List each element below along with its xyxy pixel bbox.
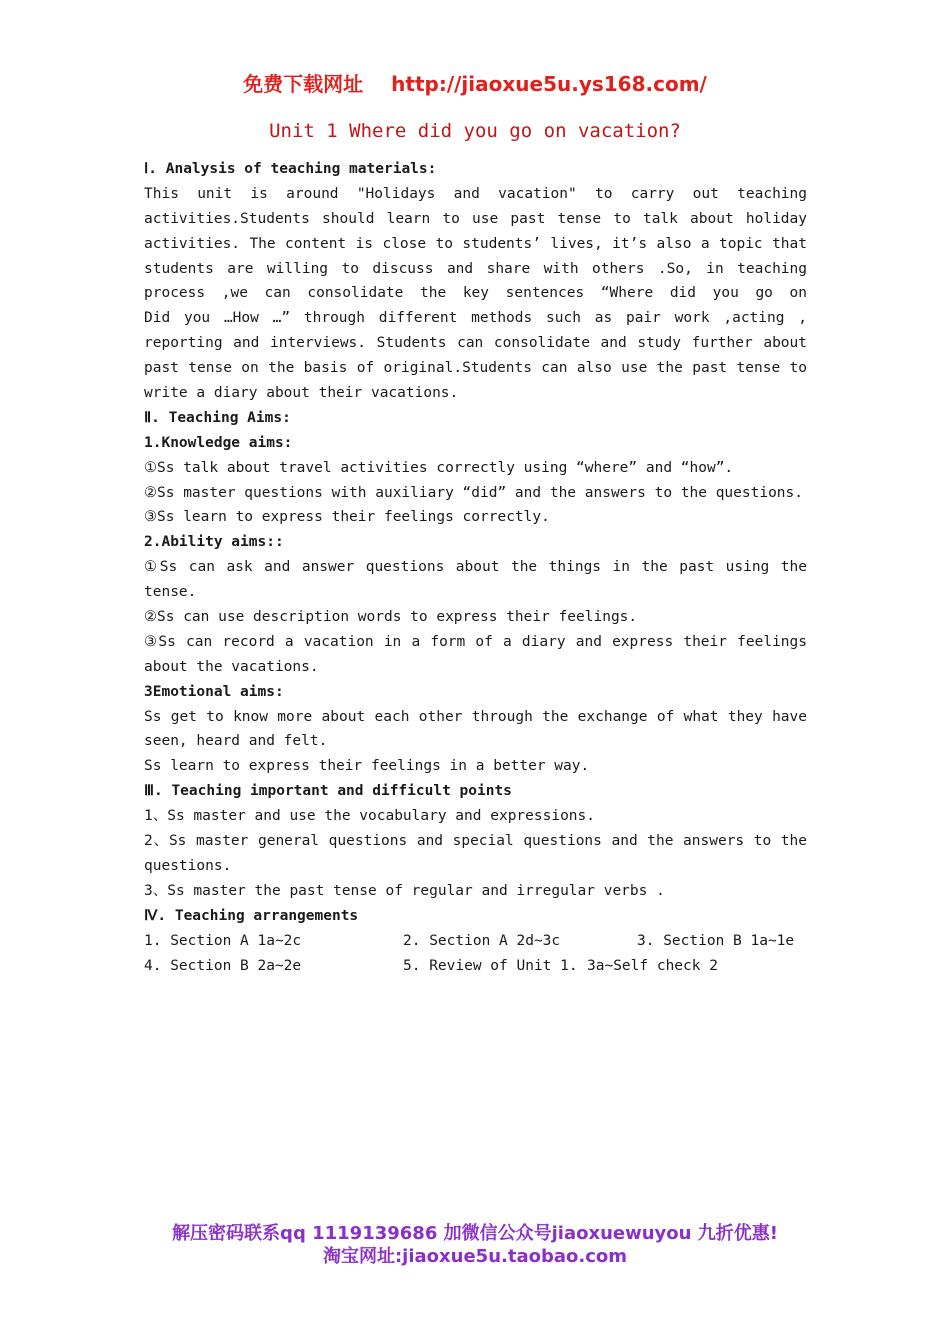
list-item: 2、Ss master general questions and special questions and the answers to the xyxy=(144,833,807,850)
list-item: tense. xyxy=(144,584,197,601)
section-heading-aims: Ⅱ. Teaching Aims: xyxy=(144,409,291,426)
subheading-emotional: 3Emotional aims: xyxy=(144,683,284,700)
section-heading-arrangements: Ⅳ. Teaching arrangements xyxy=(144,907,359,924)
arrangement-cell: 4. Section B 2a~2e xyxy=(144,957,302,974)
paragraph-line: This unit is around "Holidays and vacation" to carry out teaching xyxy=(144,185,807,202)
list-item: ③Ss learn to express their feelings correctly. xyxy=(144,509,550,526)
list-item: ①Ss talk about travel activities correctly using “where” and “how”. xyxy=(144,459,734,476)
arrangement-row xyxy=(144,954,807,979)
list-item: 3、Ss master the past tense of regular and irregular verbs . xyxy=(144,882,665,899)
header-url[interactable]: http://jiaoxue5u.ys168.com/ xyxy=(391,72,707,96)
paragraph-line: students are willing to discuss and share with others .So, in teaching xyxy=(144,260,807,277)
paragraph-line: process ,we can consolidate the key sentences “Where did you go on xyxy=(144,285,807,302)
subheading-ability: 2.Ability aims:: xyxy=(144,534,284,551)
section-heading-analysis: Ⅰ. Analysis of teaching materials: xyxy=(144,161,437,177)
paragraph-line: activities.Students should learn to use past tense to talk about holiday xyxy=(144,210,807,227)
arrangement-cell: 5. Review of Unit 1. xyxy=(403,957,578,974)
arrangement-cell: 3. Section B 1a~1e xyxy=(637,932,795,949)
arrangement-cell: 1. Section A 1a~2c xyxy=(144,932,302,949)
paragraph-line: Ss learn to express their feelings in a better way. xyxy=(144,758,590,775)
paragraph-line: activities. The content is close to students’ lives, it’s also a topic that xyxy=(144,235,807,252)
header-banner xyxy=(0,68,950,97)
paragraph-line: Ss get to know more about each other through the exchange of what they have xyxy=(144,708,807,725)
list-item: ①Ss can ask and answer questions about the things in the past using the xyxy=(144,559,807,576)
arrangement-cell: 2. Section A 2d~3c xyxy=(403,932,561,949)
list-item: ②Ss master questions with auxiliary “did” and the answers to the questions. xyxy=(144,484,803,501)
list-item: about the vacations. xyxy=(144,658,319,675)
subheading-knowledge: 1.Knowledge aims: xyxy=(144,434,293,451)
paragraph-line: past tense on the basis of original.Students can also use the past tense to xyxy=(144,360,807,377)
paragraph-line: seen, heard and felt. xyxy=(144,733,328,750)
document-body xyxy=(144,157,807,978)
paragraph-line: Did you …How …” through different methods such as pair work ,acting , xyxy=(144,310,807,327)
footer-shop-url[interactable]: 淘宝网址:jiaoxue5u.taobao.com xyxy=(322,1246,627,1267)
paragraph-line: reporting and interviews. Students can consolidate and study further about xyxy=(144,335,807,352)
header-label: 免费下载网址 xyxy=(243,72,364,96)
arrangement-row xyxy=(144,929,807,954)
arrangement-cell: 3a~Self check 2 xyxy=(587,957,718,974)
paragraph-line: write a diary about their vacations. xyxy=(144,385,459,402)
section-heading-points: Ⅲ. Teaching important and difficult points xyxy=(144,783,512,800)
document-title: Unit 1 Where did you go on vacation? xyxy=(269,120,681,142)
list-item: ②Ss can use description words to express their feelings. xyxy=(144,609,638,626)
footer-contact: 解压密码联系qq 1119139686 加微信公众号jiaoxuewuyou 九折优惠! xyxy=(172,1223,778,1244)
list-item: questions. xyxy=(144,857,232,874)
list-item: ③Ss can record a vacation in a form of a diary and express their feelings xyxy=(144,633,807,650)
list-item: 1、Ss master and use the vocabulary and expressions. xyxy=(144,808,595,825)
